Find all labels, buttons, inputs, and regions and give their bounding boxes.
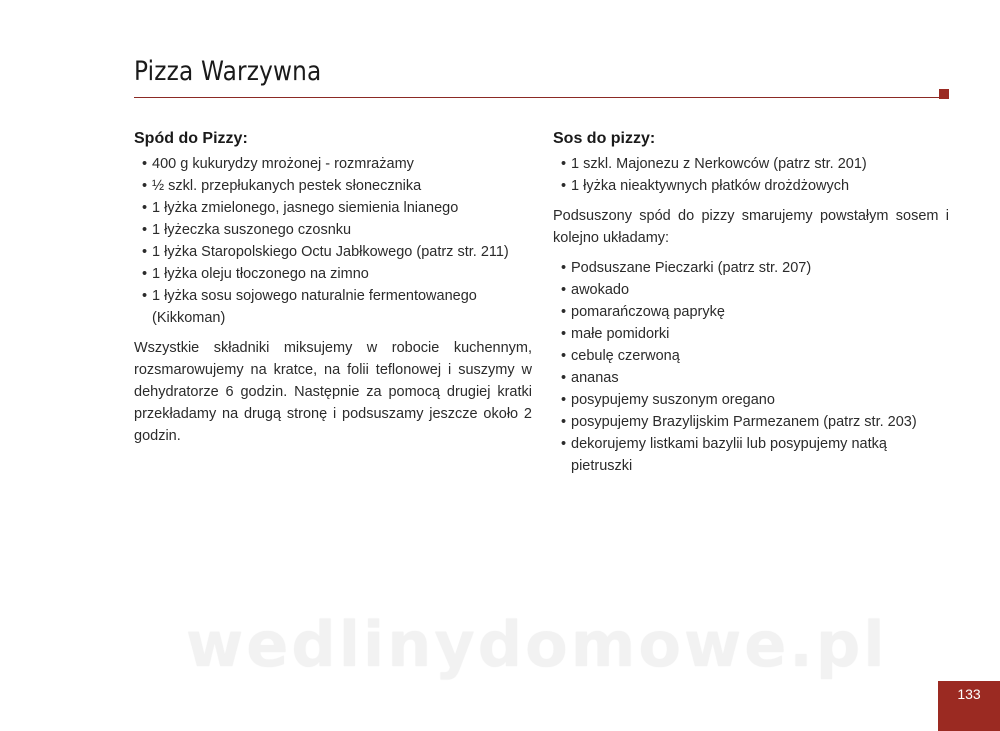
toppings-list xyxy=(553,257,949,477)
list-item: • pomarańczową paprykę xyxy=(561,301,949,323)
list-item: • Podsuszane Pieczarki (patrz str. 207) xyxy=(561,257,949,279)
sauce-heading: Sos do pizzy: xyxy=(553,130,656,147)
list-item: • 1 łyżka zmielonego, jasnego siemienia lnianego xyxy=(142,197,532,219)
list-item: • 400 g kukurydzy mrożonej - rozmrażamy xyxy=(142,153,532,175)
title-rule xyxy=(134,97,942,98)
list-item: • posypujemy suszonym oregano xyxy=(561,389,949,411)
crust-instructions: Wszystkie składniki miksujemy w robocie kuchennym, rozsmarowujemy na kratce, na folii teflonowej i suszymy w dehydratorze 6 godzin. Następnie za pomocą drugiej kratki przekładamy na drugą stronę i podsuszamy jeszcze około 2 godzin. xyxy=(134,340,532,444)
rule-end-square xyxy=(939,89,949,99)
list-item: • małe pomidorki xyxy=(561,323,949,345)
list-item: • ½ szkl. przepłukanych pestek słonecznika xyxy=(142,175,532,197)
list-item: • cebulę czerwoną xyxy=(561,345,949,367)
left-column xyxy=(134,128,532,447)
list-item: • posypujemy Brazylijskim Parmezanem (patrz str. 203) xyxy=(561,411,949,433)
list-item: • 1 łyżka nieaktywnych płatków drożdżowych xyxy=(561,175,949,197)
list-item: • 1 łyżka sosu sojowego naturalnie fermentowanego (Kikkoman) xyxy=(142,285,532,329)
watermark: wedlinydomowe.pl xyxy=(186,608,888,681)
assembly-instructions: Podsuszony spód do pizzy smarujemy powstałym sosem i kolejno układamy: xyxy=(553,208,949,246)
crust-ingredients-list xyxy=(134,153,532,329)
page-title: Pizza Warzywna xyxy=(134,56,322,87)
list-item: • 1 łyżka oleju tłoczonego na zimno xyxy=(142,263,532,285)
list-item: • awokado xyxy=(561,279,949,301)
page-number: 133 xyxy=(938,681,1000,731)
right-column xyxy=(553,128,949,477)
list-item: • 1 łyżeczka suszonego czosnku xyxy=(142,219,532,241)
sauce-ingredients-list xyxy=(553,153,949,197)
list-item: • 1 szkl. Majonezu z Nerkowców (patrz str. 201) xyxy=(561,153,949,175)
list-item: • dekorujemy listkami bazylii lub posypujemy natką pietruszki xyxy=(561,433,949,477)
list-item: • ananas xyxy=(561,367,949,389)
crust-heading: Spód do Pizzy: xyxy=(134,130,248,147)
list-item: • 1 łyżka Staropolskiego Octu Jabłkowego (patrz str. 211) xyxy=(142,241,532,263)
